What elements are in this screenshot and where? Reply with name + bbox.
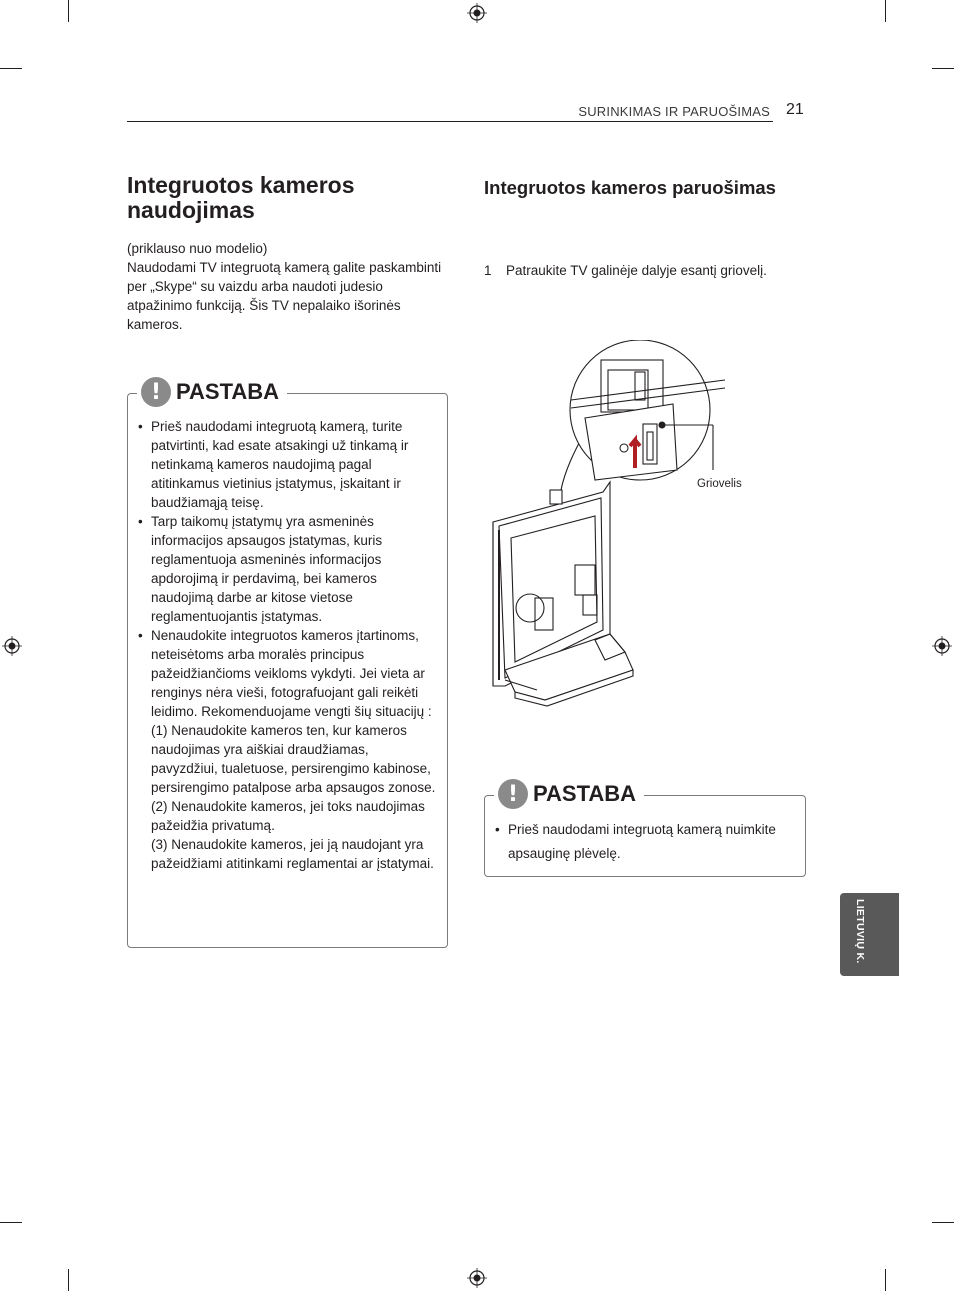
registration-mark-icon [2,636,22,656]
groove-callout: Griovelis [697,478,742,490]
note-heading-right [494,779,644,809]
intro-paragraph: Naudodami TV integruotą kamerą galite paskambinti per „Skype“ su vaizdu arba naudoti judesio atpažinimo funkciją. Šis TV nepalaiko išorinės kameros. [127,260,442,332]
note-list [486,818,786,866]
step-text: Patraukite TV galinėje dalyje esantį griovelį. [506,263,767,278]
crop-mark [885,0,886,22]
step-1 [484,263,767,278]
page-title: Integruotos kameros naudojimas [127,172,355,223]
note-item: • Prieš naudodami integruotą kamerą nuimkite apsauginę plėvelę. [486,818,786,866]
crop-mark [68,0,69,22]
magnifier [561,340,725,490]
registration-mark-icon [467,3,487,23]
note-subitem: (1) Nenaudokite kameros ten, kur kameros naudojimas yra aiškiai draudžiamas, pavyzdžiui, tualetuose, persirengimo kabinose, persirengimo patalpose arba apsaugos zonose. [151,723,436,795]
note-subitem: (3) Nenaudokite kameros, jei ją naudojant yra pažeidžiami atitinkami reglamentai ar įstatymai. [151,837,434,871]
crop-mark [932,68,954,69]
registration-mark-icon [467,1268,487,1288]
step-number: 1 [484,263,492,278]
exclamation-icon: ! [141,377,171,407]
section-title: Integruotos kameros paruošimas [484,177,776,198]
tv-camera-illustration [485,340,745,710]
note-item: • Nenaudokite integruotos kameros įtartinoms, neteisėtoms arba moralės principus pažeidžiančioms veikloms vykdyti. Jei vieta ar renginys nėra vieši, fotografuojant gali reikėti leidimo. Rekomenduojame vengti šių situacijų : [129,626,437,721]
crop-mark [885,1269,886,1291]
intro-text [127,239,447,334]
language-tab [840,893,899,976]
note-box [127,393,448,948]
crop-mark [932,1222,954,1223]
page-number: 21 [786,101,804,118]
note-title: PASTABA [533,781,637,806]
note-title: PASTABA [176,379,280,404]
note-heading [137,377,287,407]
note-list [129,417,437,873]
model-note: (priklauso nuo modelio) [127,241,268,256]
note-item: • Prieš naudodami integruotą kamerą, turite patvirtinti, kad esate atsakingi už tinkamą ir netinkamą kameros naudojimą pagal atitinkamus vietinius įstatymus, įskaitant ir baudžiamąją teisę. [129,417,437,512]
language-tab-label: LIETUVIŲ K. [854,899,866,964]
note-item: • Tarp taikomų įstatymų yra asmeninės informacijos apsaugos įstatymas, kuris reglamentuoja asmeninės informacijos apdorojimą ir perdavimą, bei kameros naudojimą darbe ar kitose vietose reglamentuojantis įstatymas. [129,512,437,626]
section-header: SURINKIMAS IR PARUOŠIMAS [578,104,770,119]
crop-mark [0,1222,22,1223]
header-divider [127,121,773,122]
exclamation-icon: ! [498,779,528,809]
note-subitem: (2) Nenaudokite kameros, jei toks naudojimas pažeidžia privatumą. [151,799,425,833]
crop-mark [0,68,22,69]
registration-mark-icon [932,636,952,656]
crop-mark [68,1269,69,1291]
